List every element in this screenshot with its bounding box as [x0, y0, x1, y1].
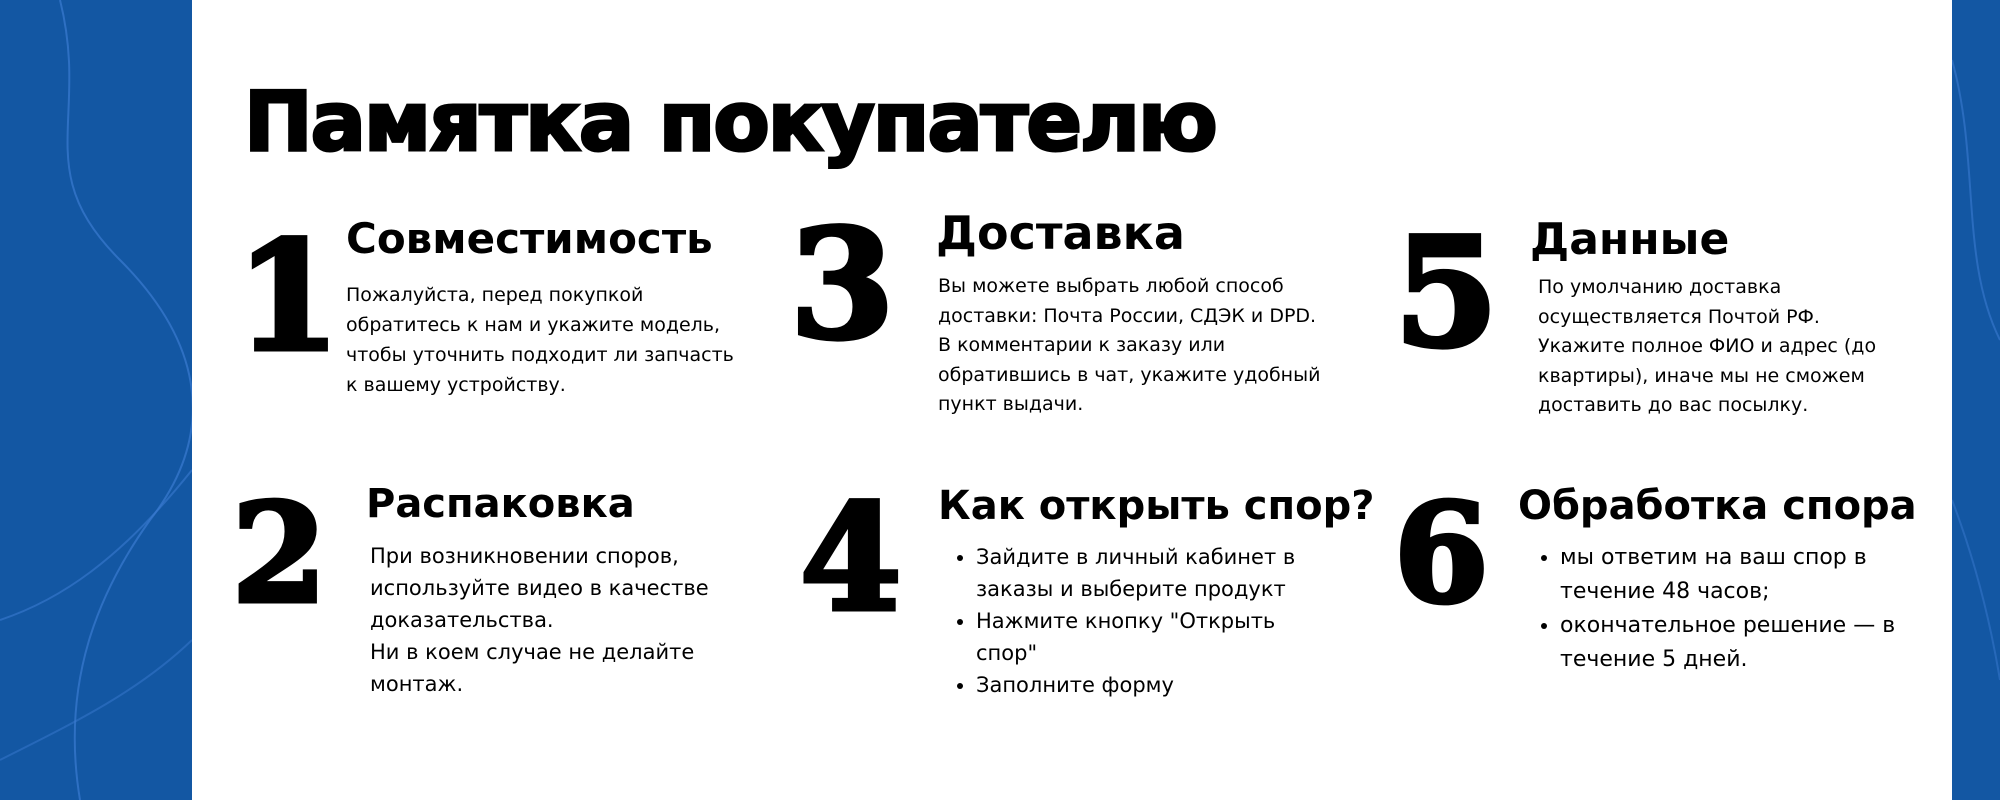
step-3-body: [938, 272, 1338, 420]
list-item: • окончательное решение — в течение 5 дней.: [1560, 609, 1906, 677]
step-5-body: [1538, 273, 1918, 421]
list-item: • Нажмите кнопку "Открыть спор": [976, 605, 1322, 669]
step-3-line-1: Вы можете выбрать любой способ доставки: Почта России, СДЭК и DPD.: [938, 275, 1317, 327]
dispute-steps-list: [942, 541, 1322, 701]
step-4-body: [942, 541, 1322, 701]
step-2-body: [370, 540, 730, 700]
step-6-heading: Обработка спора: [1518, 483, 1917, 529]
step-3-heading: Доставка: [936, 206, 1185, 260]
step-5-line-2: Укажите полное ФИО и адрес (до квартиры), иначе мы не сможем доставить до вас посылку.: [1538, 335, 1877, 416]
step-1-heading: Совместимость: [346, 214, 713, 263]
step-5-number: 5: [1394, 205, 1499, 381]
dispute-processing-list: [1526, 541, 1906, 677]
step-1-number: 1: [236, 209, 341, 385]
step-2-line-1: При возникновении споров, используйте видео в качестве доказательства.: [370, 544, 709, 632]
list-item: • Заполните форму: [976, 669, 1322, 701]
step-6-number: 6: [1394, 474, 1489, 634]
step-3-number: 3: [790, 197, 895, 373]
step-2-line-2: Ни в коем случае не делайте монтаж.: [370, 640, 695, 696]
step-1-line: Пожалуйста, перед покупкой обратитесь к нам и укажите модель, чтобы уточнить подходит ли запчасть к вашему устройству.: [346, 284, 734, 396]
step-3-line-2: В комментарии к заказу или обратившись в чат, укажите удобный пункт выдачи.: [938, 334, 1321, 415]
step-5-heading: Данные: [1530, 214, 1730, 265]
page-title: Памятка покупателю: [244, 75, 1216, 170]
step-2-number: 2: [232, 474, 327, 634]
step-2-heading: Распаковка: [366, 481, 635, 527]
step-4-number: 4: [800, 473, 902, 644]
step-6-body: [1526, 541, 1906, 677]
step-1-body: [346, 280, 736, 400]
step-5-line-1: По умолчанию доставка осуществляется Почтой РФ.: [1538, 276, 1820, 328]
list-item: • мы ответим на ваш спор в течение 48 часов;: [1560, 541, 1906, 609]
step-4-heading: Как открыть спор?: [938, 483, 1375, 529]
list-item: • Зайдите в личный кабинет в заказы и выберите продукт: [976, 541, 1322, 605]
